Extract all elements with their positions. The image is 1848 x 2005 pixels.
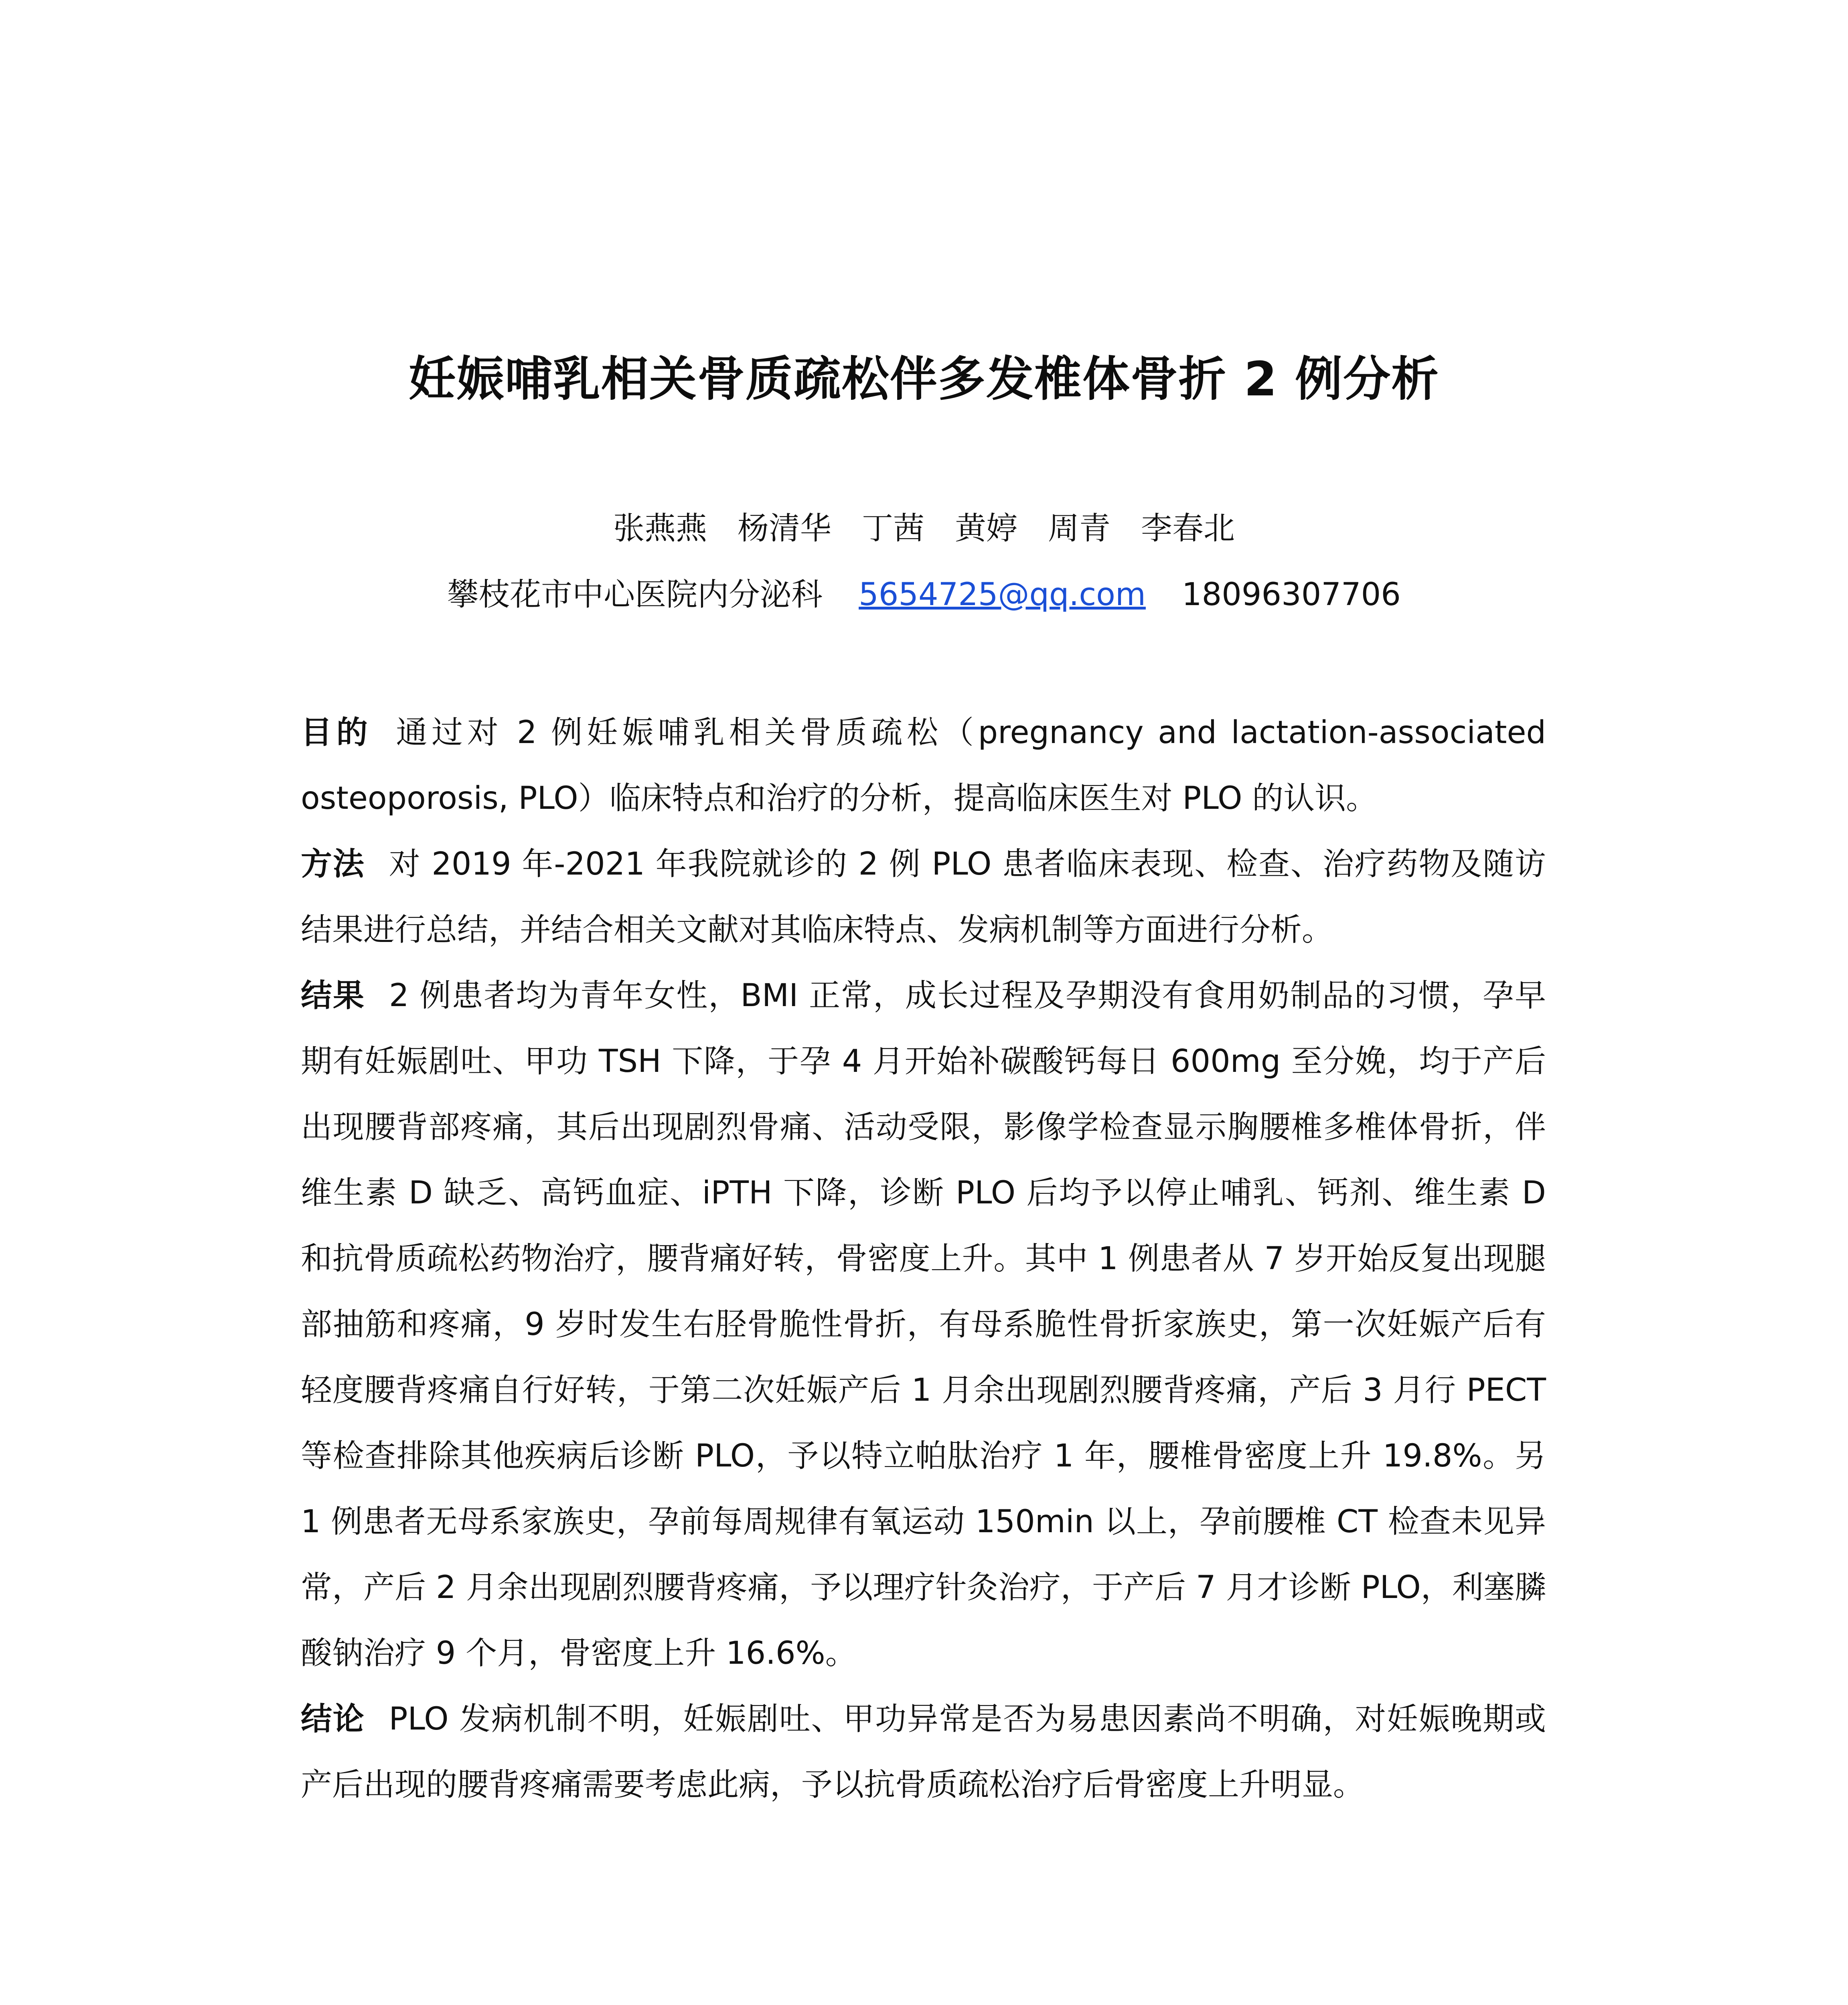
methods-paragraph (301, 831, 1546, 963)
author-name: 李春北 (1141, 510, 1235, 547)
methods-label: 方法 (301, 846, 365, 882)
conclusion-label: 结论 (301, 1701, 365, 1737)
author-name: 丁茜 (861, 510, 924, 547)
author-name: 周青 (1048, 510, 1111, 547)
results-label: 结果 (301, 978, 365, 1014)
objective-paragraph (301, 700, 1546, 831)
objective-label: 目的 (301, 715, 372, 751)
author-name: 张燕燕 (613, 510, 707, 547)
abstract (301, 700, 1546, 1818)
institution: 攀枝花市中心医院内分泌科 (447, 577, 823, 613)
phone-number: 18096307706 (1181, 577, 1401, 613)
conclusion-paragraph (301, 1686, 1546, 1818)
paper-title: 妊娠哺乳相关骨质疏松伴多发椎体骨折 2 例分析 (408, 351, 1440, 407)
affiliation-line (0, 569, 1848, 614)
author-list (0, 503, 1848, 548)
author-name: 杨清华 (737, 510, 831, 547)
author-name: 黄婷 (955, 510, 1018, 547)
results-paragraph (301, 963, 1546, 1686)
conclusion-text: PLO 发病机制不明，妊娠剧吐、甲功异常是否为易患因素尚不明确，对妊娠晚期或产后出现的腰背疼痛需要考虑此病，予以抗骨质疏松治疗后骨密度上升明显。 (301, 1701, 1546, 1803)
objective-text: 通过对 2 例妊娠哺乳相关骨质疏松（pregnancy and lactation-associated osteoporosis, PLO）临床特点和治疗的分析，提高临床医生对 PLO 的认识。 (301, 715, 1546, 816)
email-link[interactable]: 5654725@qq.com (859, 577, 1146, 613)
results-text: 2 例患者均为青年女性，BMI 正常，成长过程及孕期没有食用奶制品的习惯，孕早期有妊娠剧吐、甲功 TSH 下降，于孕 4 月开始补碳酸钙每日 600mg 至分娩，均于产后出现腰背部疼痛，其后出现剧烈骨痛、活动受限，影像学检查显示胸腰椎多椎体骨折，伴维生素 D 缺乏、高钙血症、iPTH 下降，诊断 PLO 后均予以停止哺乳、钙剂、维生素 D 和抗骨质疏松药物治疗，腰背痛好转，骨密度上升。其中 1 例患者从 7 岁开始反复出现腿部抽筋和疼痛，9 岁时发生右胫骨脆性骨折，有母系脆性骨折家族史，第一次妊娠产后有轻度腰背疼痛自行好转，于第二次妊娠产后 1 月余出现剧烈腰背疼痛，产后 3 月行 PECT 等检查排除其他疾病后诊断 PLO，予以特立帕肽治疗 1 年，腰椎骨密度上升 19.8%。另 1 例患者无母系家族史，孕前每周规律有氧运动 150min 以上，孕前腰椎 CT 检查未见异常，产后 2 月余出现剧烈腰背疼痛，予以理疗针灸治疗，于产后 7 月才诊断 PLO，利塞膦酸钠治疗 9 个月，骨密度上升 16.6%。 (301, 978, 1546, 1671)
methods-text: 对 2019 年-2021 年我院就诊的 2 例 PLO 患者临床表现、检查、治疗药物及随访结果进行总结，并结合相关文献对其临床特点、发病机制等方面进行分析。 (301, 846, 1546, 948)
